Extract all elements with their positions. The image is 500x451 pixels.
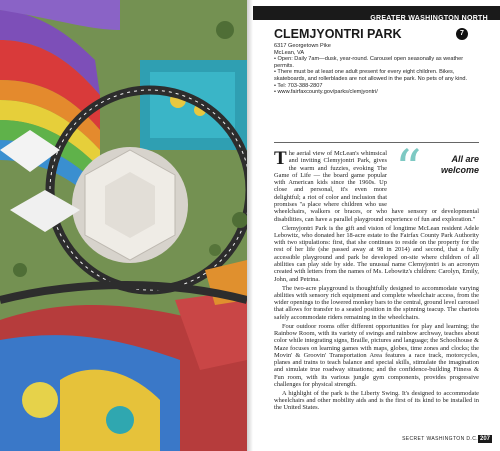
pull-quote-text: All are welcome bbox=[440, 154, 479, 175]
info-bullet-website[interactable]: • www.fairfaxcounty.gov/parks/clemjyontri/ bbox=[274, 89, 378, 96]
entry-title: CLEMJYONTRI PARK bbox=[274, 27, 402, 41]
paragraph-text: he aerial view of McLean's whimsical and inviting Clemyjontri Park, gives the warm and fuzzies, evoking The Game of Life — the board game popular with American kids since the 1960s. Up close and personal, it's even more delightful; a riot of color and inclusion that promises "a place where children who use wheelchairs, walkers or braces, or who have sensory or developmental disabilities, can have a parallel playground experience of fun and exploration." bbox=[274, 150, 479, 223]
page-number: 207 bbox=[479, 436, 490, 442]
aerial-park-photo bbox=[0, 0, 247, 451]
section-header bbox=[253, 6, 500, 20]
paragraph: Clemyjontri Park is the gift and vision of longtime McLean resident Adele Lebowitz, who donated her 18-acre estate to the Fairfax County Park Authority with two stipulations: first, that she continues to reside on the property for the rest of her life (she passed away at 98 in 2014) and second, that a fully accessible playground and park be developed on-site where children of all abilities can play side by side. The unusual name Clemyjontri is an acronym created with letters from the names of Ms. Lebowitz's children: Carolyn, Emily, John, and Petrina. bbox=[274, 224, 479, 283]
article-body bbox=[274, 140, 479, 413]
book-title: SECRET WASHINGTON D.C. bbox=[402, 436, 478, 442]
paragraph: A highlight of the park is the Liberty Swing. It's designed to accommodate wheelchairs and other mobility aids and is the first of its kind to be installed in the United States. bbox=[274, 389, 479, 412]
entry-info bbox=[274, 43, 479, 96]
info-bullet-phone: • Tel: 703-388-2807 bbox=[274, 82, 323, 89]
paragraph: Four outdoor rooms offer different opportunities for play and learning; the Rainbow Room, with its variety of swings and rainbow archway, teaches about color while integrating signs, Braille, pictures and language; the Schoolhouse & Maze focuses on learning games with maps, globes, time zones and clocks; the Movin' & Groovin' Transportation Area features a race track, motorcycles, planes and trains to teach balance and special skills, stimulate the imagination and simulate true roadway situations; and the confidence-building Fitness & Fun room, with its various jungle gym components, provides progressive challenges for physical strength. bbox=[274, 322, 479, 388]
entry-number-badge: 7 bbox=[456, 28, 468, 40]
paragraph: The two-acre playground is thoughtfully designed to accommodate varying abilities with sensory rich equipment and complete wheelchair access, from the wider openings to the lowered monkey bars to the central, ground level carousel that allows for transfer to a seated position in the spinning teacup. The chariots safely accommodate riders remaining in the wheelchairs. bbox=[274, 284, 479, 321]
address-line: 6317 Georgetown Pike bbox=[274, 43, 331, 49]
section-title: GREATER WASHINGTON NORTH bbox=[370, 15, 488, 22]
info-bullet-hours: • Open: Daily 7am—dusk, year-round. Carousel open seasonally as weather permits. bbox=[274, 56, 464, 69]
page-footer bbox=[253, 434, 500, 444]
info-bullet-rules: • There must be at least one adult present for every eight children. Bikes, skateboards, and rollerblades are not allowed in the park. No pets of any kind. bbox=[274, 69, 468, 82]
address-line: McLean, VA bbox=[274, 49, 305, 56]
divider bbox=[274, 142, 479, 143]
text-page bbox=[253, 0, 500, 451]
pull-quote bbox=[393, 140, 479, 206]
quote-mark-icon: “ bbox=[395, 140, 422, 200]
drop-cap: T bbox=[274, 148, 287, 169]
